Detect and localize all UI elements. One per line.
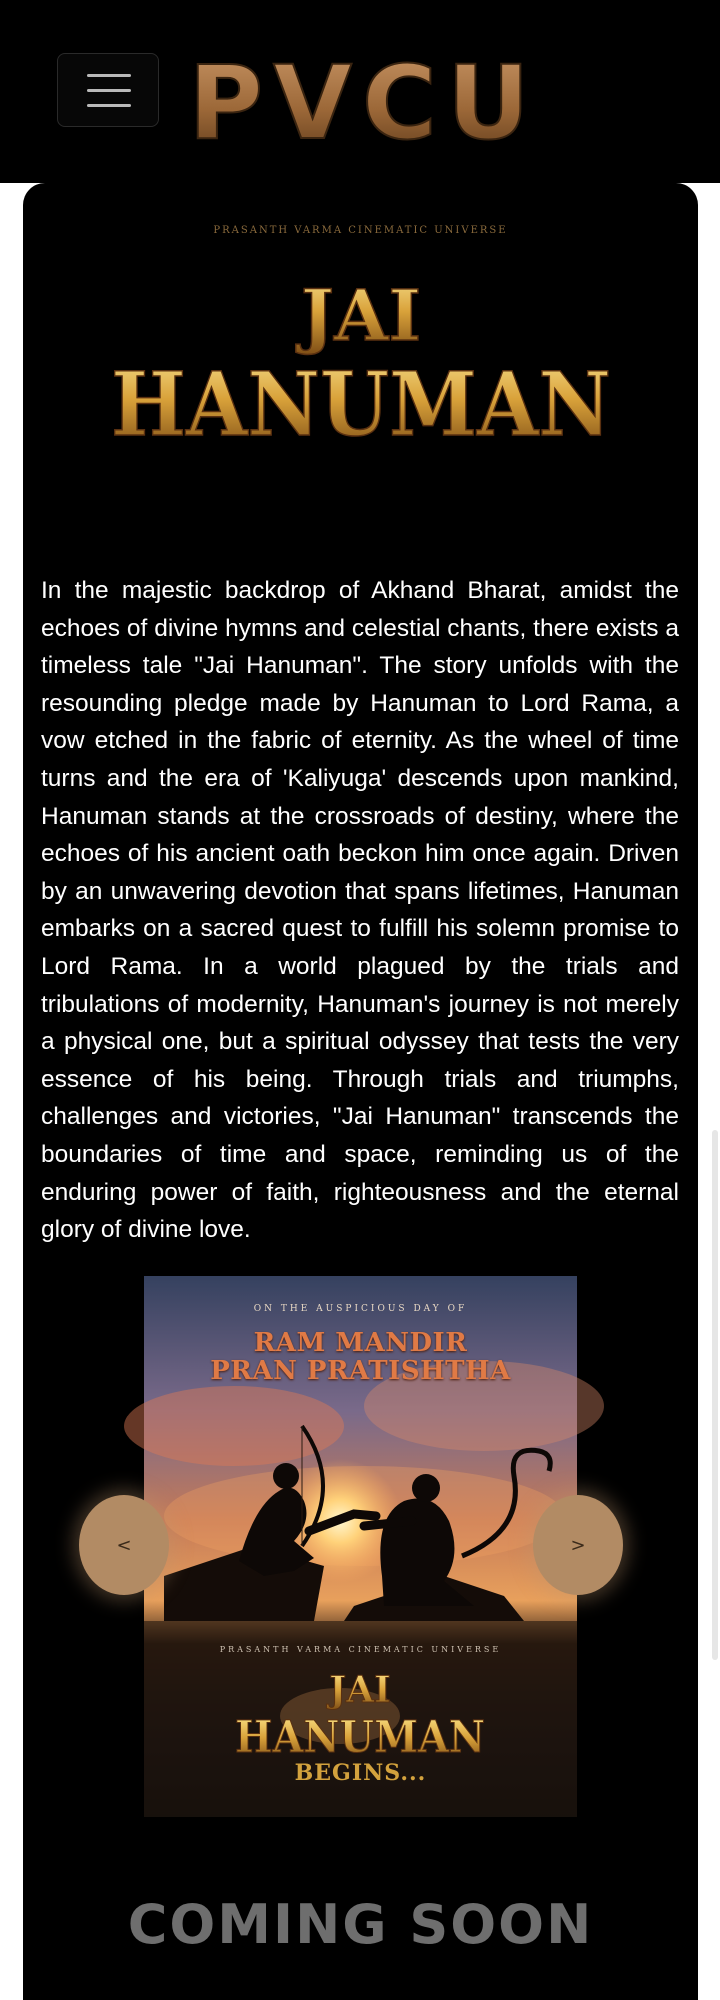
poster-title-line1: JAI	[329, 1669, 391, 1711]
hamburger-menu-icon	[87, 74, 131, 77]
page-scrollbar[interactable]	[712, 1130, 718, 1660]
poster-top-text: ON THE AUSPICIOUS DAY OF	[253, 1304, 468, 1314]
poster-title	[230, 1660, 490, 1763]
logo-text: PVCU	[188, 44, 540, 163]
banner-title-line2: HANUMAN	[111, 352, 611, 456]
chevron-left-icon: <	[116, 1534, 132, 1556]
poster-universe-text: PRASANTH VARMA CINEMATIC UNIVERSE	[219, 1645, 502, 1654]
poster-carousel[interactable]	[144, 1276, 577, 1817]
poster-title-line2: HANUMAN	[235, 1712, 485, 1763]
carousel-next-button[interactable]	[533, 1495, 623, 1595]
main-content-panel	[23, 183, 698, 2000]
coming-soon-heading: COMING SOON	[127, 1893, 594, 1956]
top-navbar	[0, 0, 720, 183]
story-description: In the majestic backdrop of Akhand Bharat, amidst the echoes of divine hymns and celestial chants, there exists a timeless tale "Jai Hanuman". The story unfolds with the resounding pledge made by Hanuman to Lord Rama, a vow etched in the fabric of eternity. As the wheel of time turns and the era of 'Kaliyuga' descends upon mankind, Hanuman stands at the crossroads of destiny, where the echoes of his ancient oath beckon him once again. Driven by an unwavering devotion that spans lifetimes, Hanuman embarks on a sacred quest to fulfill his solemn promise to Lord Rama. In a world plagued by the trials and tribulations of modernity, Hanuman's journey is not merely a physical one, but a spiritual odyssey that tests the very essence of his being. Through trials and triumphs, challenges and victories, "Jai Hanuman" transcends the boundaries of time and space, reminding us of the enduring power of faith, righteousness and the eternal glory of divine love.	[41, 577, 679, 1244]
chevron-right-icon: >	[570, 1534, 586, 1556]
poster-line2: PRAN PRATISHTHA	[210, 1356, 511, 1386]
banner-title-line1: JAI	[300, 274, 422, 357]
pvcu-logo[interactable]	[188, 44, 540, 163]
universe-subtitle: PRASANTH VARMA CINEMATIC UNIVERSE	[213, 225, 508, 236]
carousel-prev-button[interactable]	[79, 1495, 169, 1595]
banner-title	[101, 265, 621, 465]
poster-line1: RAM MANDIR	[253, 1328, 468, 1358]
poster-begins-text: BEGINS...	[294, 1760, 427, 1786]
menu-toggle-button[interactable]	[57, 53, 159, 127]
